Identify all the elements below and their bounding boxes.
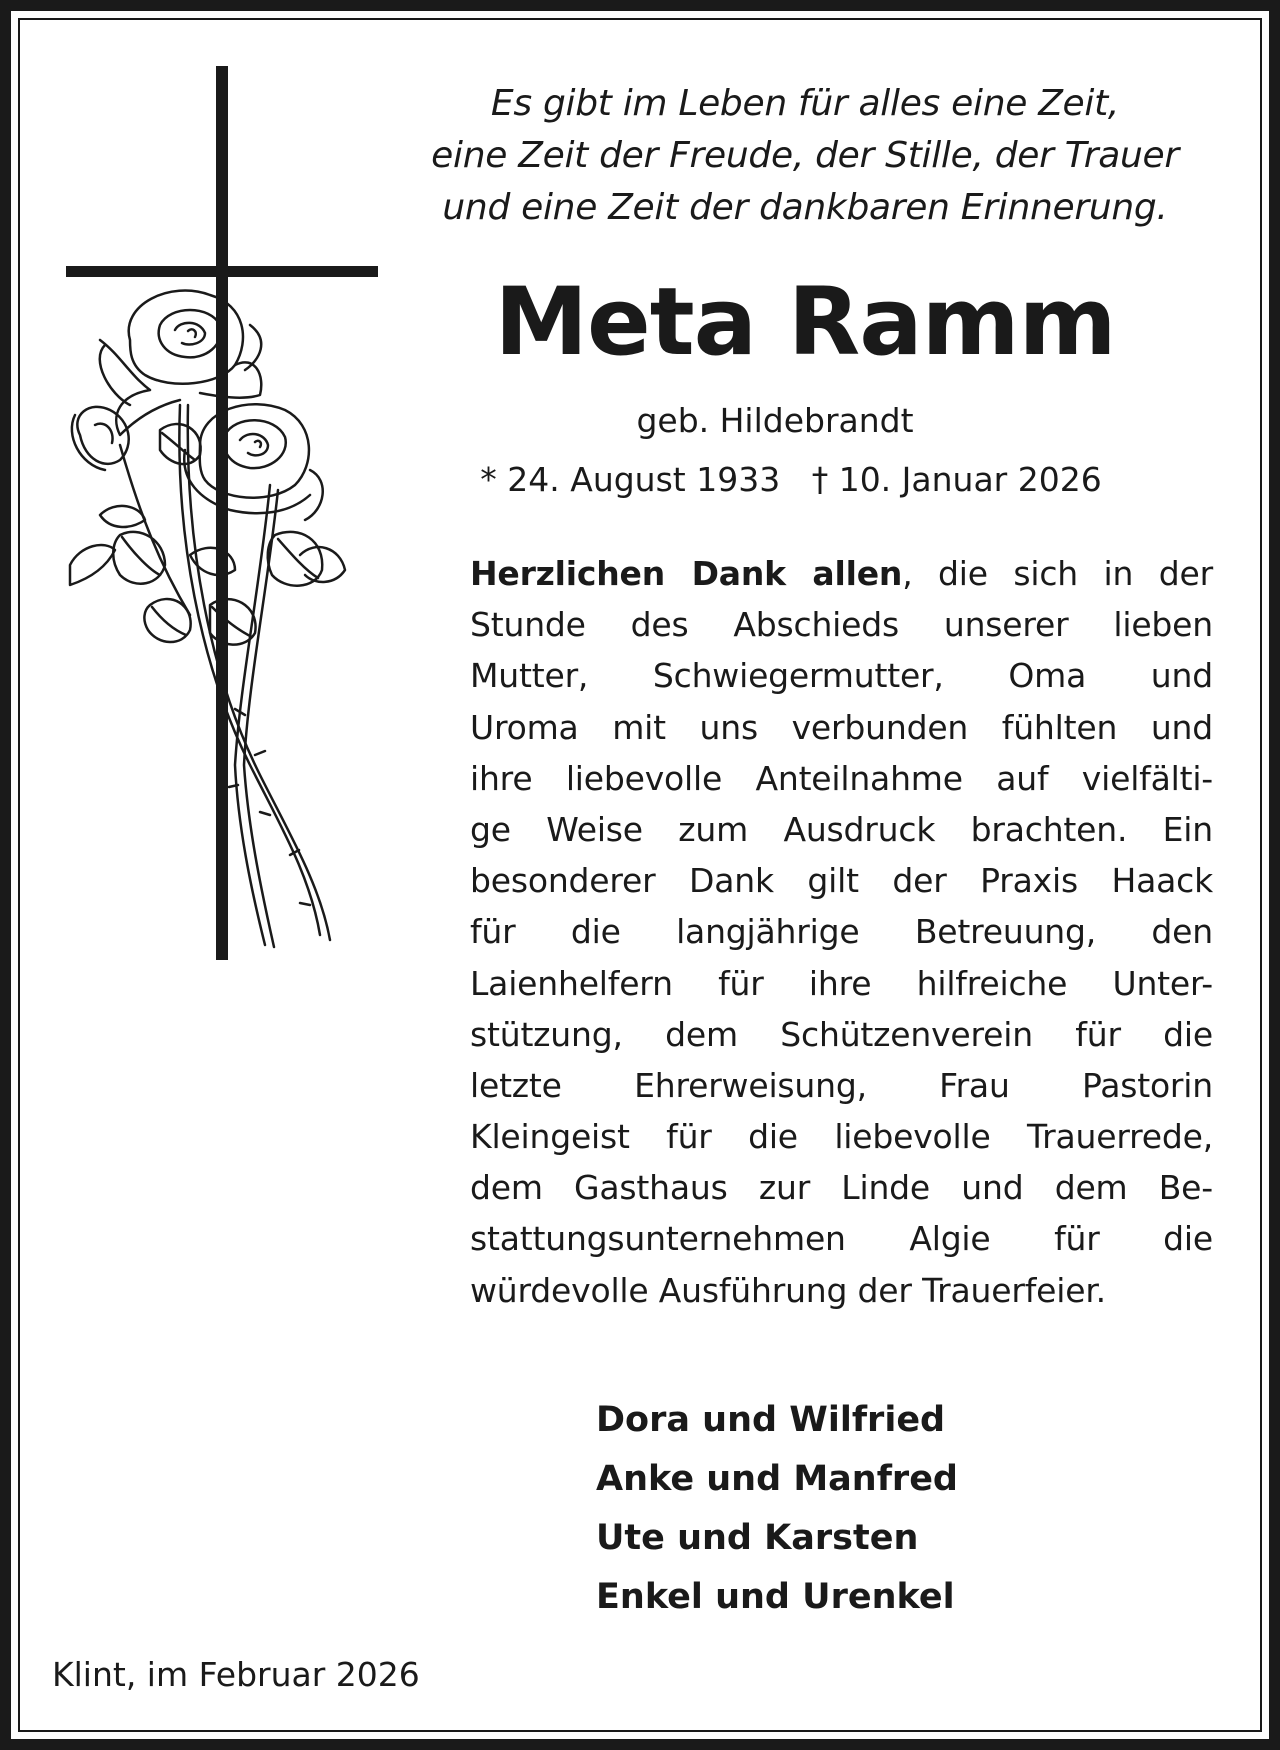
- thanks-line: stattungsunternehmen Algie für die: [470, 1219, 1213, 1259]
- thanks-line: Mutter, Schwiegermutter, Oma und: [470, 656, 1213, 696]
- motto-line: und eine Zeit der dankbaren Erinnerung.: [442, 187, 1168, 228]
- thanks-line: Uroma mit uns verbunden fühlten und: [470, 707, 1213, 747]
- signatures: [596, 1391, 1196, 1627]
- thanks-line: ge Weise zum Ausdruck brachten. Ein: [470, 809, 1213, 849]
- thanks-line: für die langjährige Betreuung, den: [470, 912, 1213, 952]
- signature-line: Dora und Wilfried: [596, 1400, 946, 1440]
- thanks-line: Kleingeist für die liebevolle Trauerrede,: [470, 1117, 1213, 1157]
- thanks-line: letzte Ehrerweisung, Frau Pastorin: [470, 1065, 1213, 1105]
- thanks-line: stützung, dem Schützenverein für die: [470, 1014, 1213, 1054]
- motto-line: eine Zeit der Freude, der Stille, der Trauer: [431, 135, 1179, 176]
- place-date: Klint, im Februar 2026: [52, 1655, 420, 1694]
- signature-line: Enkel und Urenkel: [596, 1577, 955, 1617]
- motto-line: Es gibt im Leben für alles eine Zeit,: [490, 83, 1120, 124]
- roses-illustration: [60, 285, 380, 965]
- signature-line: Ute und Karsten: [596, 1518, 919, 1558]
- birth-date: * 24. August 1933: [480, 460, 781, 499]
- signature-line: Anke und Manfred: [596, 1459, 958, 1499]
- birth-name: geb. Hildebrandt: [636, 401, 914, 440]
- thanks-line: ihre liebevolle Anteilnahme auf vielfälti-: [470, 758, 1213, 798]
- cross-with-roses: [0, 0, 420, 1000]
- deceased-name: Meta Ramm: [494, 268, 1116, 377]
- thanks-paragraph: [470, 548, 1213, 1316]
- thanks-line: Laienhelfern für ihre hilfreiche Unter-: [470, 963, 1213, 1003]
- thanks-line: besonderer Dank gilt der Praxis Haack: [470, 861, 1213, 901]
- death-date: † 10. Januar 2026: [811, 460, 1102, 499]
- thanks-lead: Herzlichen Dank allen: [470, 554, 903, 593]
- thanks-line: würdevolle Ausführung der Trauerfeier.: [470, 1270, 1106, 1310]
- cross-bar: [66, 266, 378, 277]
- thanks-line: dem Gasthaus zur Linde und dem Be-: [470, 1168, 1213, 1208]
- thanks-line: Herzlichen Dank allen, die sich in der: [470, 554, 1213, 593]
- life-dates: [430, 452, 1180, 508]
- thanks-line: Stunde des Abschieds unserer lieben: [470, 605, 1213, 645]
- motto-verse: [420, 78, 1190, 234]
